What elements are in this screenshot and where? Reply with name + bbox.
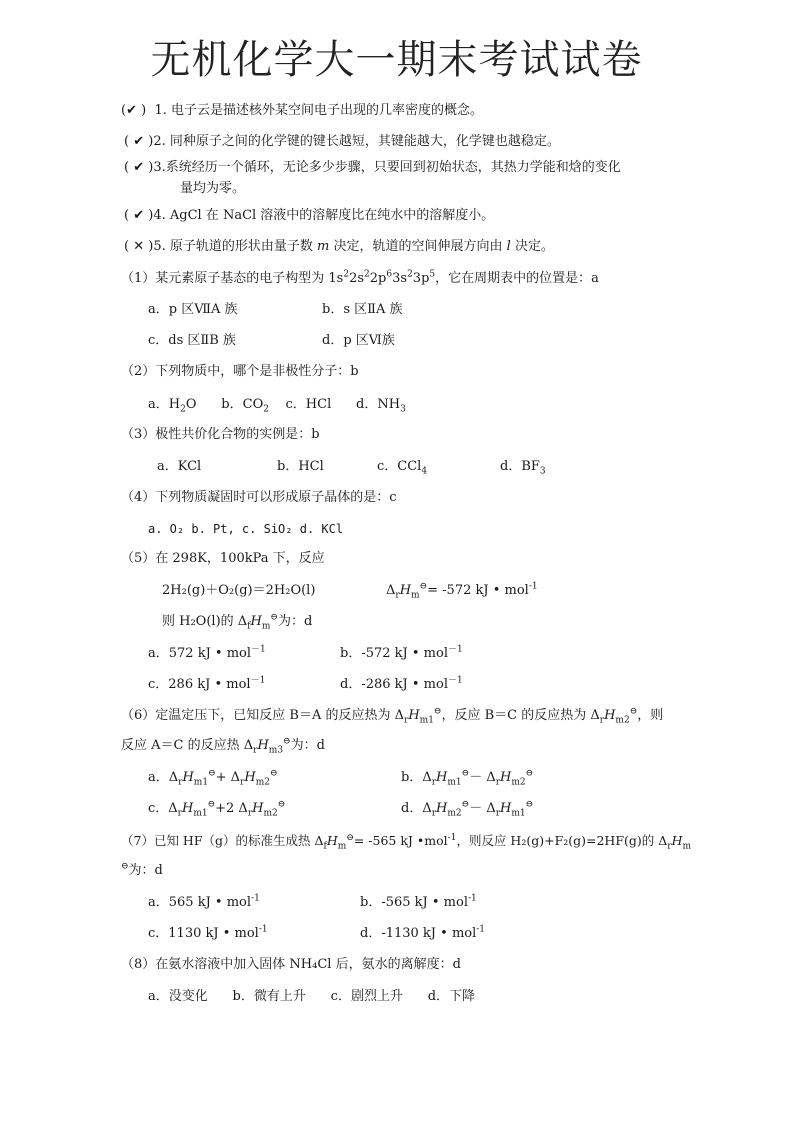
q1-option-a: a．p 区ⅦA 族 xyxy=(148,302,238,317)
q8-options: a．没变化 b．微有上升 c．剧烈上升 d．下降 xyxy=(148,989,476,1004)
tf-item-5: ( ✕ )5. 原子轨道的形状由量子数 m 决定，轨道的空间伸展方向由 l 决定。 xyxy=(124,239,554,254)
q7-option-b: b．-565 kJ • mol$^{-1}$ xyxy=(360,893,477,910)
tf-mark: (✔ ) xyxy=(121,103,147,118)
q6-option-d: d．$\Delta_rH_{m2}^⊖- \Delta_rH_{m1}^⊖$ xyxy=(401,799,534,819)
question-5: （5）在 298K，100kPa 下，反应 xyxy=(121,551,325,566)
q5-enthalpy: $\Delta_rH_m^⊖= -572$ kJ • mol$^{-1}$ xyxy=(386,581,538,601)
q7-option-d: d．-1130 kJ • mol$^{-1}$ xyxy=(360,924,486,941)
q6-option-a: a．$\Delta_rH_{m1}^⊖+ \Delta_rH_{m2}^⊖$ xyxy=(148,768,278,788)
q5-ask: 则 H₂O(l)的 $\Delta_fH_m^⊖$为：d xyxy=(162,612,313,632)
tf-mark: ( ✔ ) xyxy=(124,160,154,175)
tf-text: 系统经历一个循环，无论多少步骤，只要回到初始状态，其热力学能和焓的变化 xyxy=(165,160,621,175)
tf-item-3: ( ✔ )3.系统经历一个循环，无论多少步骤，只要回到初始状态，其热力学能和焓的变化 xyxy=(124,160,621,175)
tf-item-2: ( ✔ )2. 同种原子之间的化学键的键长越短，其键能越大，化学键也越稳定。 xyxy=(124,134,560,149)
question-6-cont: 反应 A＝C 的反应热 $\Delta_rH_{m3}^⊖$为：d xyxy=(121,736,325,756)
question-7: （7）已知 HF（g）的标准生成热 $\Delta_fH_m^⊖= -565$ kJ •mol$^{-1}$，则反应 H₂(g)+F₂(g)=2HF(g)的 $\Delta_rH_m$ xyxy=(121,832,692,852)
question-2: （2）下列物质中，哪个是非极性分子：b xyxy=(121,364,359,379)
tf-text: 同种原子之间的化学键的键长越短，其键能越大，化学键也越稳定。 xyxy=(169,134,560,149)
q3-option-a: a．KCl xyxy=(157,459,202,474)
q5-option-d: d．-286 kJ • mol$^{-1}$ xyxy=(340,675,463,692)
q7-option-c: c．1130 kJ • mol$^{-1}$ xyxy=(148,924,268,941)
tf-item-1: (✔ ) 1. 电子云是描述核外某空间电子出现的几率密度的概念。 xyxy=(121,103,483,118)
question-8: （8）在氨水溶液中加入固体 NH₄Cl 后，氨水的离解度：d xyxy=(121,957,461,972)
tf-mark: ( ✔ ) xyxy=(124,134,154,149)
tf-mark: ( ✔ ) xyxy=(124,208,154,223)
q1-option-d: d．p 区Ⅵ族 xyxy=(322,333,395,348)
question-6: （6）定温定压下，已知反应 B＝A 的反应热为 $\Delta_rH_{m1}^⊖$，反应 B＝C 的反应热为 $\Delta_rH_{m2}^⊖$，则 xyxy=(121,706,664,726)
q1-option-b: b．s 区ⅡA 族 xyxy=(322,302,403,317)
q5-option-a: a．572 kJ • mol$^{-1}$ xyxy=(148,644,266,661)
q6-option-b: b．$\Delta_rH_{m1}^⊖- \Delta_rH_{m2}^⊖$ xyxy=(401,768,534,788)
q5-option-b: b．-572 kJ • mol$^{-1}$ xyxy=(340,644,463,661)
q3-option-b: b．HCl xyxy=(277,459,324,474)
q3-option-d: d．$BF_3$ xyxy=(500,459,546,477)
question-7-cont: ⊖为：d xyxy=(121,861,163,878)
q6-option-c: c．$\Delta_rH_{m1}^⊖+2$ $\Delta_rH_{m2}^⊖$ xyxy=(148,799,286,819)
q1-option-c: c．ds 区ⅡB 族 xyxy=(148,333,236,348)
tf-text: 电子云是描述核外某空间电子出现的几率密度的概念。 xyxy=(170,103,483,118)
q3-option-c: c．CCl$_4$ xyxy=(377,459,428,477)
q7-option-a: a．565 kJ • mol$^{-1}$ xyxy=(148,893,260,910)
question-4: （4）下列物质凝固时可以形成原子晶体的是：c xyxy=(121,490,397,505)
q4-options: a. O₂ b. Pt, c. SiO₂ d. KCl xyxy=(148,522,344,536)
q5-option-c: c．286 kJ • mol$^{-1}$ xyxy=(148,675,266,692)
tf-text: AgCl 在 NaCl 溶液中的溶解度比在纯水中的溶解度小。 xyxy=(169,208,495,223)
tf-item-3-cont: 量均为零。 xyxy=(180,181,246,196)
tf-mark: ( ✕ ) xyxy=(124,239,154,254)
q5-equation: 2H₂(g)＋O₂(g)＝2H₂O(l) xyxy=(162,583,316,598)
question-3: （3）极性共价化合物的实例是：b xyxy=(121,427,320,442)
page-title: 无机化学大一期末考试试卷 xyxy=(150,37,643,83)
question-1: （1）某元素原子基态的电子构型为 $1s^22s^22p^63s^23p^5$，它在周期表中的位置是：a xyxy=(121,269,599,286)
tf-item-4: ( ✔ )4. AgCl 在 NaCl 溶液中的溶解度比在纯水中的溶解度小。 xyxy=(124,208,495,223)
q2-options: a．$H_2O$ b．$CO_2$ c．HCl d．$NH_3$ xyxy=(148,397,406,415)
